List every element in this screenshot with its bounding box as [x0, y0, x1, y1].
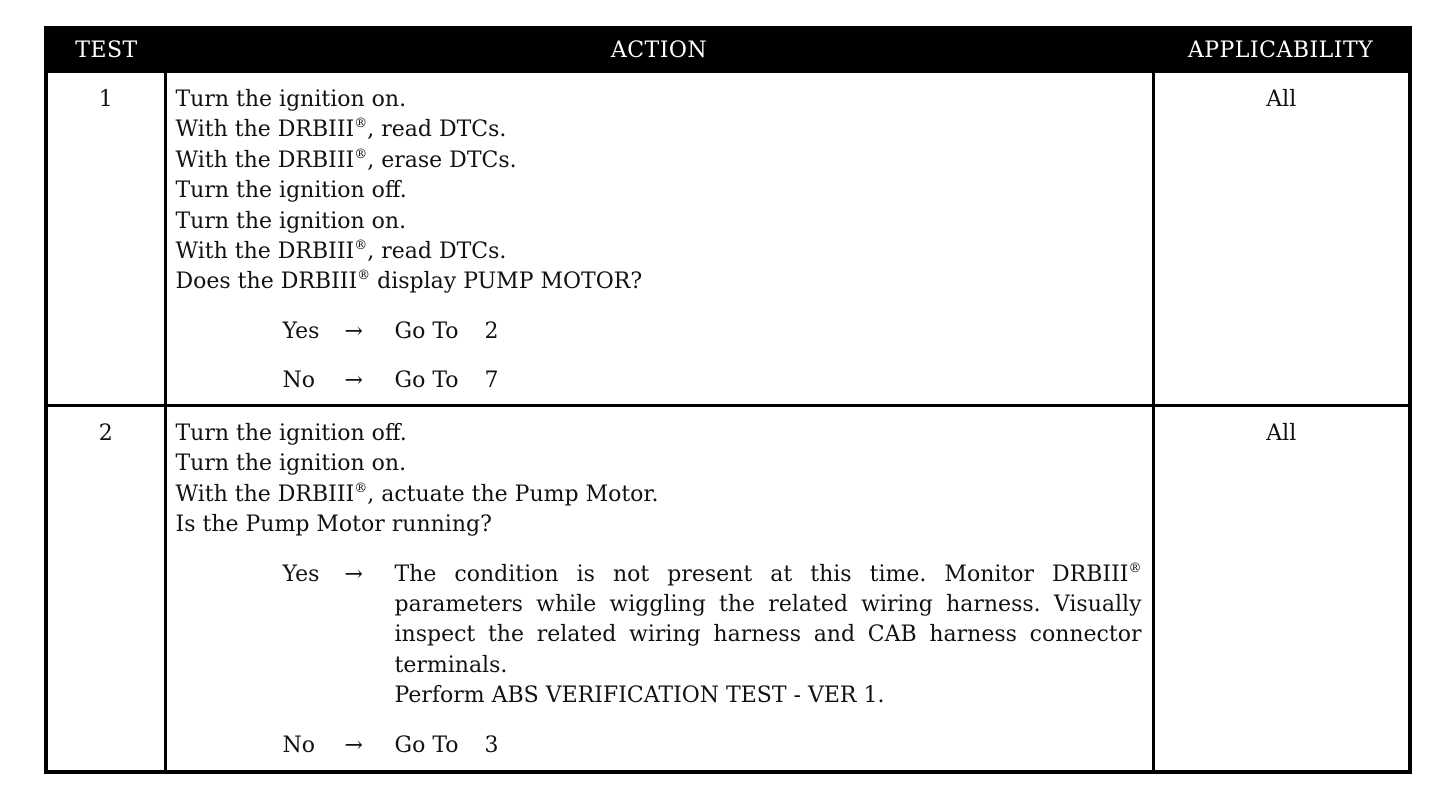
goto-target: 7	[484, 368, 499, 394]
action-step: Does the DRBIII® display PUMP MOTOR?	[175, 268, 643, 295]
answer-label: Yes	[282, 561, 320, 587]
goto-label: Go To	[394, 368, 459, 394]
outcome-result	[395, 560, 1142, 712]
right-arrow-icon: →	[344, 561, 363, 587]
answer-label: No	[282, 732, 315, 758]
answer-label: No	[282, 368, 315, 394]
header-test: TEST	[46, 28, 165, 72]
action-step: Is the Pump Motor running?	[175, 512, 492, 538]
goto-target: 2	[484, 318, 499, 344]
outcome-yes	[283, 560, 1142, 712]
right-arrow-icon: →	[344, 318, 363, 344]
header-action: ACTION	[165, 28, 1153, 72]
registered-mark: ®	[354, 116, 368, 132]
outcome-result	[395, 731, 1142, 761]
applicability-value: All	[1153, 72, 1410, 406]
outcome-no	[283, 366, 1142, 396]
applicability-value: All	[1153, 406, 1410, 772]
test-number: 2	[46, 406, 165, 772]
action-step: Turn the ignition on.	[175, 451, 407, 477]
outcome-description: The condition is not present at this time. Monitor DRBIII® parameters while wiggling the related wiring harness. Visually inspect the related wiring harness and CAB harness connector terminals.	[394, 560, 1142, 678]
action-step: With the DRBIII®, read DTCs.	[175, 116, 507, 143]
outcome-no	[283, 731, 1142, 761]
diagnostic-test-table	[44, 26, 1412, 774]
action-step: Turn the ignition on.	[175, 208, 407, 234]
goto-target: 3	[484, 732, 499, 758]
right-arrow-icon: →	[344, 732, 363, 758]
registered-mark: ®	[1128, 560, 1142, 576]
verification-instruction: Perform ABS VERIFICATION TEST - VER 1.	[394, 683, 885, 709]
action-step: Turn the ignition off.	[175, 421, 407, 446]
answer-label: Yes	[282, 318, 320, 344]
registered-mark: ®	[354, 238, 368, 254]
action-step: With the DRBIII®, erase DTCs.	[175, 146, 517, 173]
outcome-yes	[283, 317, 1142, 347]
outcome-result	[395, 366, 1142, 396]
test-row	[46, 406, 1410, 772]
action-step: With the DRBIII®, actuate the Pump Motor.	[175, 480, 659, 507]
action-step: Turn the ignition on.	[175, 87, 407, 112]
goto-label: Go To	[394, 732, 459, 758]
action-cell	[165, 72, 1153, 406]
registered-mark: ®	[354, 146, 368, 162]
registered-mark: ®	[354, 480, 368, 496]
goto-label: Go To	[394, 318, 459, 344]
registered-mark: ®	[357, 268, 371, 284]
action-step: Turn the ignition off.	[175, 178, 407, 204]
test-number: 1	[46, 72, 165, 406]
outcome-result	[395, 317, 1142, 347]
action-cell	[165, 406, 1153, 772]
action-step: With the DRBIII®, read DTCs.	[175, 238, 507, 265]
right-arrow-icon: →	[344, 368, 363, 394]
header-applicability: APPLICABILITY	[1153, 28, 1410, 72]
test-row	[46, 72, 1410, 406]
header-row	[46, 28, 1410, 72]
